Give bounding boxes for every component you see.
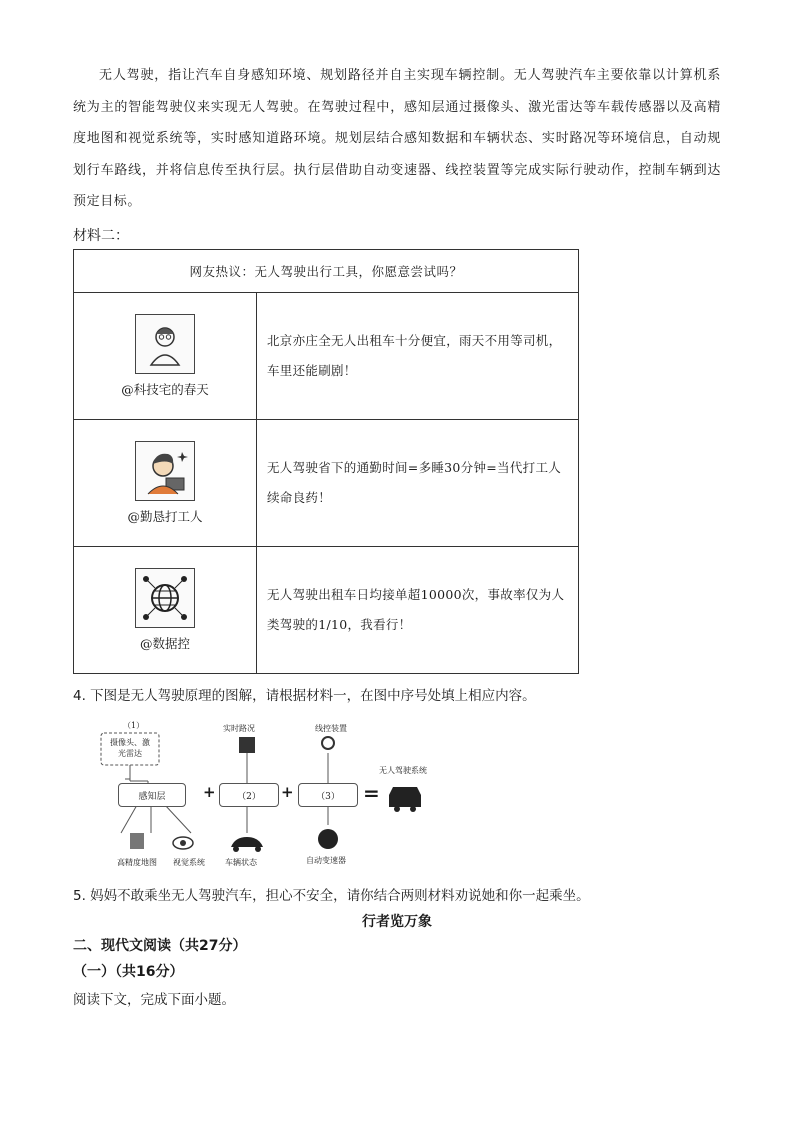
comment-text: 无人驾驶省下的通勤时间=多睡30分钟=当代打工人续命良药！ xyxy=(257,420,579,547)
autonomous-driving-diagram xyxy=(73,715,513,875)
person-avatar-icon xyxy=(135,314,195,374)
blank-1-label: （1） xyxy=(123,721,145,730)
user-handle: @勤恳打工人 xyxy=(127,509,203,524)
plus-sign: + xyxy=(203,783,216,801)
table-row xyxy=(74,547,579,674)
section-heading: 二、现代文阅读（共27分） xyxy=(73,938,247,954)
hd-map-label: 高精度地图 xyxy=(117,858,157,867)
survey-table xyxy=(73,249,579,674)
question-5: 5. 妈妈不敢乘坐无人驾驶汽车，担心不安全，请你结合两则材料劝说她和你一起乘坐。 xyxy=(73,888,590,904)
essay-title: 行者览万象 xyxy=(362,914,432,930)
vehicle-state-label: 车辆状态 xyxy=(225,858,257,867)
system-result-label: 无人驾驶系统 xyxy=(379,766,427,775)
plus-sign: + xyxy=(281,783,294,801)
equals-sign: = xyxy=(363,781,380,805)
table-title: 网友热议：无人驾驶出行工具，你愿意尝试吗？ xyxy=(74,250,579,293)
material1-paragraph: 无人驾驶，指让汽车自身感知环境、规划路径并自主实现车辆控制。无人驾驶汽车主要依靠以计算机系统为主的智能驾驶仪来实现无人驾驶。在驾驶过程中，感知层通过摄像头、激光雷达等车载传感器以及高精度地图和视觉系统等，实时感知道路环境。规划层结合感知数据和车辆状态、实时路况等环境信息，自动规划行车路线，并将信息传至执行层。执行层借助自动变速器、线控装置等完成实际行驶动作，控制车辆到达预定目标。 xyxy=(73,68,721,210)
auto-transmission-label: 自动变速器 xyxy=(306,856,346,865)
material2-label: 材料二： xyxy=(73,228,129,244)
worker-avatar-icon xyxy=(135,441,195,501)
comment-text: 北京亦庄全无人出租车十分便宜，雨天不用等司机，车里还能刷剧！ xyxy=(257,293,579,420)
user-handle: @数据控 xyxy=(139,636,190,651)
table-row xyxy=(74,293,579,420)
question-4: 4. 下图是无人驾驶原理的图解，请根据材料一，在图中序号处填上相应内容。 xyxy=(73,688,536,704)
globe-network-icon xyxy=(135,568,195,628)
wire-control-label: 线控装置 xyxy=(315,724,347,733)
user-handle: @科技宅的春天 xyxy=(121,382,209,397)
blank-3-node: （3） xyxy=(298,783,358,807)
reading-instruction: 阅读下文，完成下面小题。 xyxy=(73,992,235,1008)
vision-system-label: 视觉系统 xyxy=(173,858,205,867)
perception-layer-node: 感知层 xyxy=(118,783,186,807)
comment-text: 无人驾驶出租车日均接单超10000次，事故率仅为人类驾驶的1/10，我看行！ xyxy=(257,547,579,674)
sensor-label: 摄像头、激光雷达 xyxy=(110,738,150,758)
blank-2-node: （2） xyxy=(219,783,279,807)
table-row xyxy=(74,420,579,547)
realtime-traffic-label: 实时路况 xyxy=(223,724,255,733)
subsection-heading: （一）（共16分） xyxy=(73,964,184,980)
